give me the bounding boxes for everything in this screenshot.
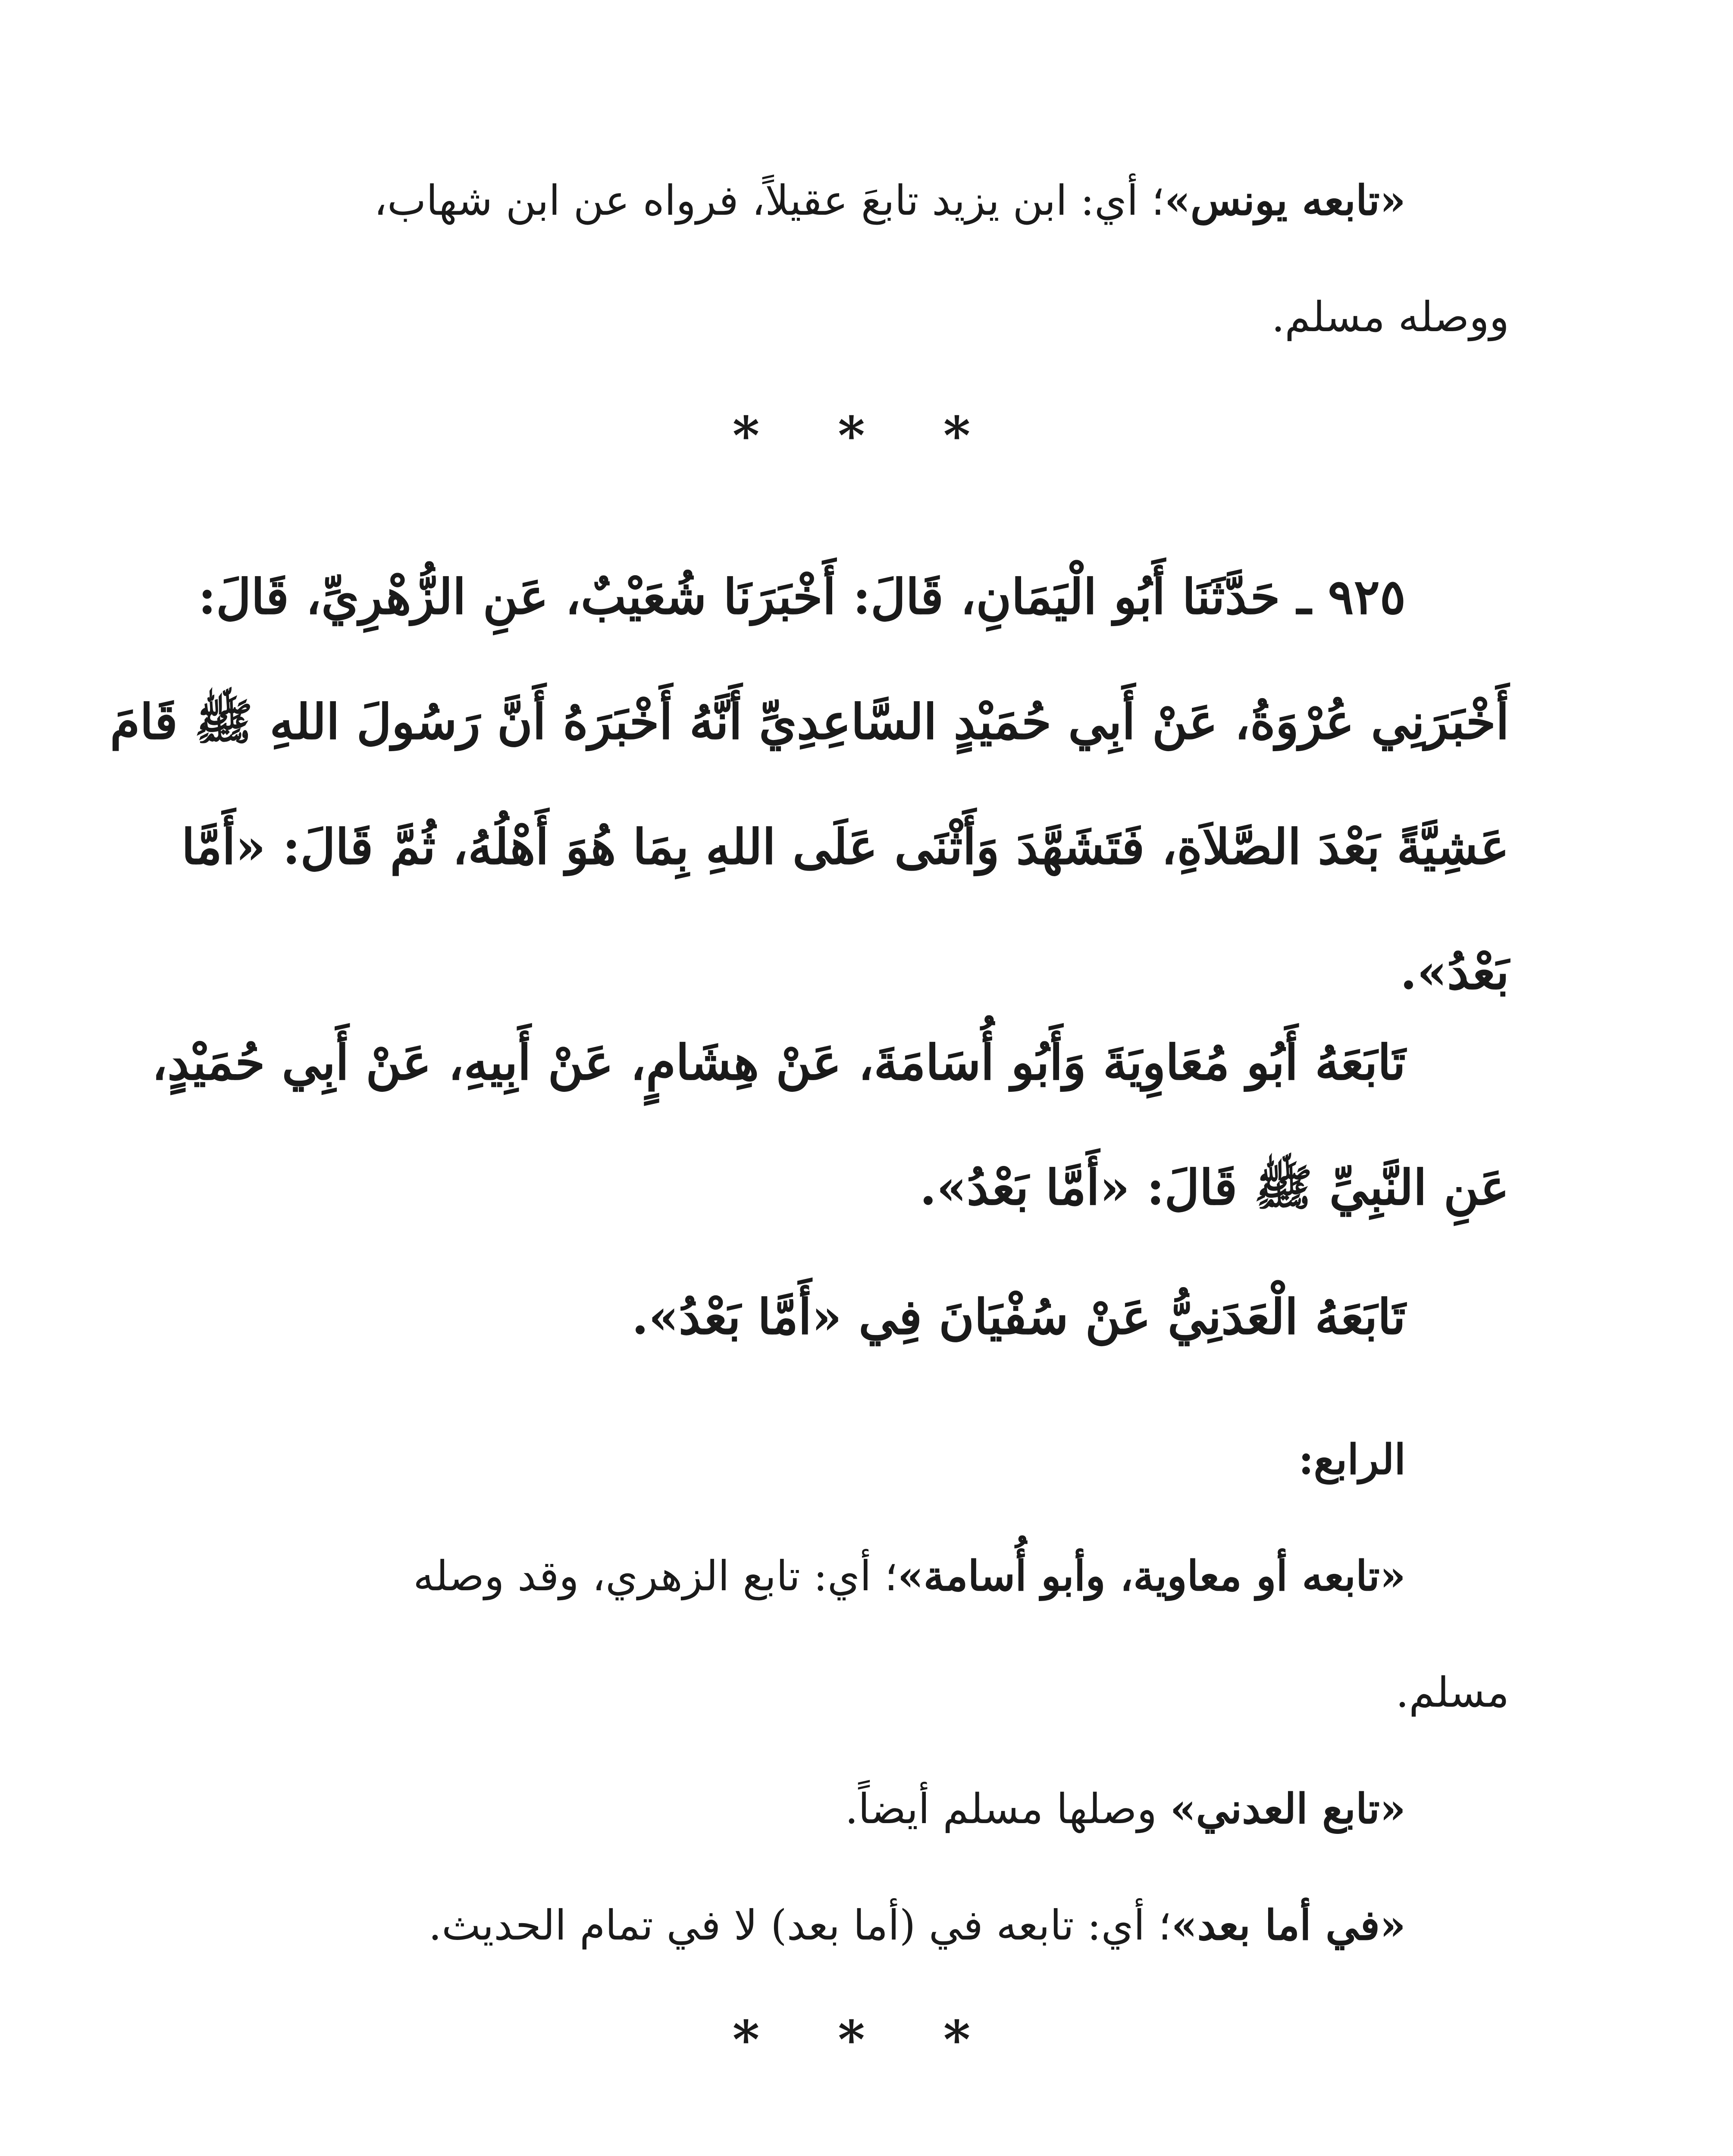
- text-line: [224, 1867, 1509, 1984]
- hadith-line: ٩٢٥ ـ حَدَّثَنَا أَبُو الْيَمَانِ، قَالَ: أَخْبَرَنَا شُعَيْبٌ، عَنِ الزُّهْرِيِّ، قَالَ:: [198, 569, 1406, 625]
- section-separator: * * *: [732, 405, 1001, 466]
- hadith-line: عَنِ النَّبِيِّ ﷺ قَالَ: «أَمَّا بَعْدُ».: [919, 1159, 1509, 1216]
- text-span: ؛ أي: تابعه في (أما بعد) لا في تمام الحديث.: [428, 1901, 1172, 1949]
- commentary-section: [224, 1401, 1509, 1984]
- hadith-925-mutaba-1: [151, 1000, 1509, 1250]
- text-line: مسلم.: [1395, 1668, 1509, 1717]
- commentary-heading: الرابع:: [1298, 1435, 1406, 1484]
- hadith-line: تَابَعَهُ الْعَدَنِيُّ عَنْ سُفْيَانَ فِي «أَمَّا بَعْدُ».: [632, 1289, 1406, 1345]
- hadith-926: [224, 2147, 1509, 2156]
- commentary-paragraph-top: [224, 142, 1509, 375]
- hadith-line: أَخْبَرَنِي عُرْوَةُ، عَنْ أَبِي حُمَيْدٍ السَّاعِدِيِّ أَنَّهُ أَخْبَرَهُ أَنَّ رَسُولَ اللهِ ﷺ قَامَ: [110, 694, 1509, 750]
- text-span: ؛ أي: ابن يزيد تابعَ عقيلاً، فرواه عن ابن شهاب،: [373, 176, 1165, 225]
- section-separator: * * *: [732, 2009, 1001, 2070]
- text-line: [224, 1518, 1509, 1634]
- quoted-phrase: «تابعه أو معاوية، وأبو أُسامة»: [897, 1551, 1406, 1600]
- hadith-line: بَعْدُ».: [1400, 944, 1509, 1000]
- text-line: [224, 142, 1509, 259]
- quoted-phrase: «تابع العدني»: [1170, 1784, 1406, 1833]
- text-line: [224, 1751, 1509, 1867]
- quoted-phrase: «في أما بعد»: [1171, 1901, 1406, 1949]
- hadith-925: [110, 535, 1509, 1035]
- hadith-line: [224, 2147, 1509, 2156]
- text-span: ؛ أي: تابع الزهري، وقد وصله: [413, 1552, 898, 1600]
- hadith-line: تَابَعَهُ أَبُو مُعَاوِيَةَ وَأَبُو أُسَامَةَ، عَنْ هِشَامٍ، عَنْ أَبِيهِ، عَنْ أَبِي حُمَيْدٍ،: [151, 1034, 1406, 1091]
- text-line: ووصله مسلم.: [1271, 293, 1509, 341]
- hadith-line: عَشِيَّةً بَعْدَ الصَّلاَةِ، فَتَشَهَّدَ وَأَثْنَى عَلَى اللهِ بِمَا هُوَ أَهْلُهُ، ثُمَّ قَالَ: «أَمَّا: [181, 819, 1509, 875]
- hadith-925-mutaba-2: [224, 1255, 1509, 1380]
- quoted-phrase: «تابعه يونس»: [1164, 176, 1406, 225]
- text-span: وصلها مسلم أيضاً.: [845, 1785, 1170, 1833]
